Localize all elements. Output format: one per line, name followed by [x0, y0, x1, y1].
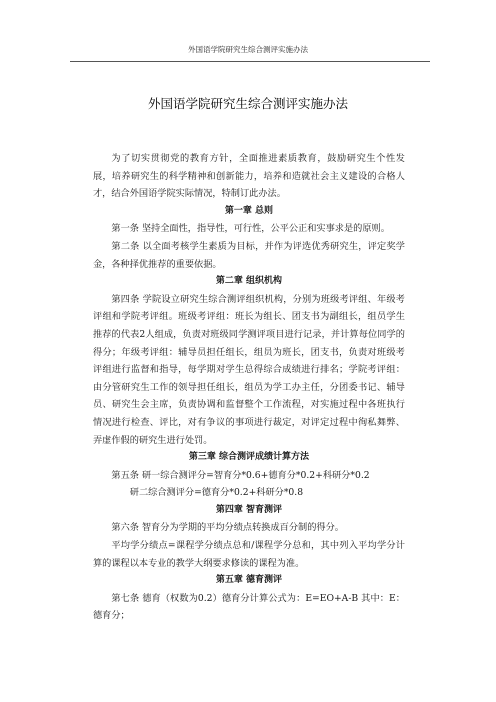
header-rule [70, 61, 430, 62]
document-body [93, 150, 405, 625]
chapter-heading-1: 第一章 总则 [224, 205, 274, 216]
chapter-heading-2: 第二章 组织机构 [215, 276, 283, 287]
chapter-heading-5: 第五章 德育测评 [215, 575, 283, 586]
document-title: 外国语学院研究生综合测评实施办法 [147, 96, 348, 111]
article-2: 第二条 以全面考核学生素质为目标，并作为评选优秀研究生，评定奖学金，各种择优推荐的重要依据。 [93, 240, 405, 270]
article-6: 第六条 智育分为学期的平均分绩点转换成百分制的得分。 [111, 522, 344, 534]
chapter-heading-4: 第四章 智育测评 [215, 504, 283, 515]
intro-paragraph: 为了切实贯彻党的教育方针，全面推进素质教育，鼓励研究生个性发展，培养研究生的科学精神和创新能力，培养和造就社会主义建设的合格人才，结合外国语学院实际情况，特制订此办法。 [93, 153, 405, 200]
article-5-formula-1: 第五条 研一综合测评分=智育分*0.6+德育分*0.2+科研分*0.2 [111, 469, 370, 481]
article-4: 第四条 学院设立研究生综合测评组织机构，分别为班级考评组、年级考评组和学院考评组。班级考评组：班长为组长、团支书为副组长，组员学生推荐的代表2人组成，负责对班级同学测评项目进行记录，并计算每位同学的得分；年级考评组：辅导员担任组长，组员为班长，团支书，负责对班级考评组进行监督和指导，每学期对学生总得综合成绩进行排名；学院考评组：由分管研究生工作的领导担任组长，组员为学工办主任，分团委书记、辅导员、研究生会主席，负责协调和监督整个工作流程，对实施过程中各班执行情况进行检查、评比，对有争议的事项进行裁定，对评定过程中徇私舞弊、弄虚作假的研究生进行处罚。 [93, 293, 405, 446]
chapter-heading-3: 第三章 综合测评成绩计算方法 [188, 452, 310, 463]
article-5-formula-2: 研二综合测评分=德育分*0.2+科研分*0.8 [129, 487, 304, 499]
article-1: 第一条 坚持全面性，指导性，可行性，公平公正和实事求是的原则。 [111, 223, 390, 235]
article-7: 第七条 德育（权数为0.2）德育分计算公式为：E=EO+A-B 其中：E：德育分； [93, 592, 405, 622]
article-6-gpa-note: 平均学分绩点=课程学分绩点总和/课程学分总和，其中列入平均学分计算的课程以本专业的教学大纲要求修读的课程为准。 [93, 540, 405, 569]
running-header: 外国语学院研究生综合测评实施办法 [188, 45, 308, 54]
